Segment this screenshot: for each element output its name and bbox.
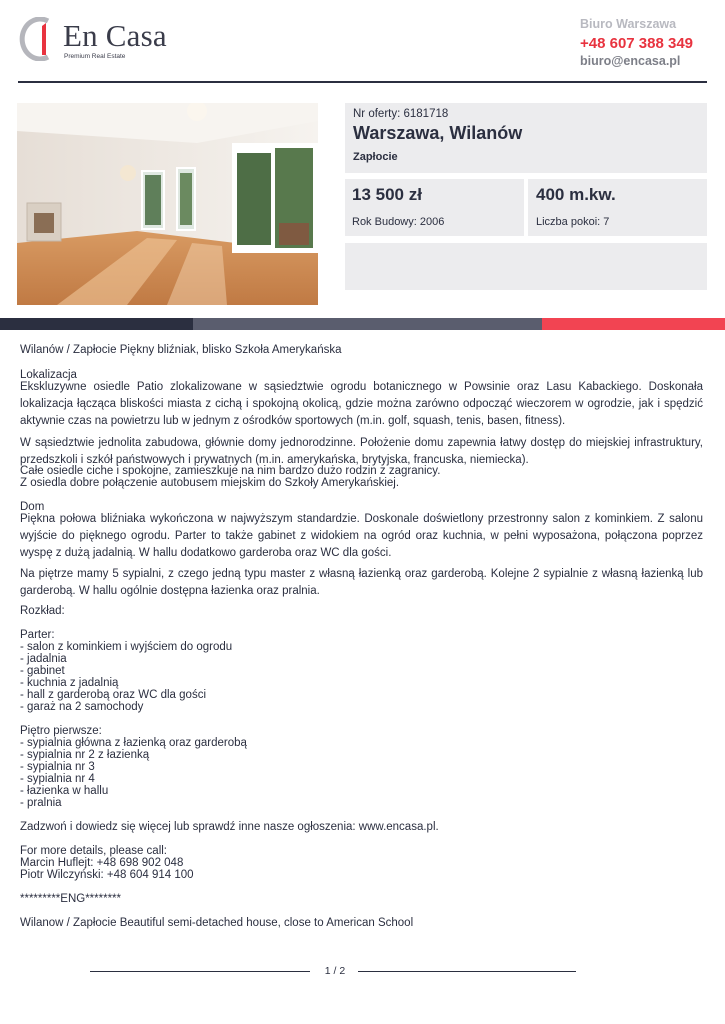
list-item: - sypialnia nr 2 z łazienką	[20, 749, 150, 761]
ground-floor-list	[20, 641, 703, 713]
list-item: - hall z garderobą oraz WC dla gości	[20, 689, 206, 701]
listing-location: Warszawa, Wilanów	[353, 123, 523, 143]
listing-district: Zapłocie	[353, 151, 398, 163]
first-floor-list	[20, 737, 703, 809]
list-item: - sypialnia główna z łazienką oraz garderobą	[20, 737, 247, 749]
list-item: - garaż na 2 samochody	[20, 701, 144, 713]
interior-photo-illustration	[17, 103, 318, 305]
company-logo	[18, 17, 218, 67]
offer-number: Nr oferty: 6181718	[353, 108, 449, 120]
page-number: 1 / 2	[324, 965, 346, 977]
listing-description	[20, 344, 703, 929]
footer-line-right	[358, 971, 576, 972]
logo-name: En Casa	[63, 18, 167, 53]
house-paragraph-2: Na piętrze mamy 5 sypialni, z czego jedną typu master z własną łazienką oraz garderobą. Kolejne 2 sypialnie z własną łazienką lub garderobą. W hallu ogólnie dostępna łazienka oraz pralnia.	[20, 568, 703, 597]
list-item: - sypialnia nr 3	[20, 761, 95, 773]
office-contact	[580, 17, 694, 68]
list-item: - sypialnia nr 4	[20, 773, 95, 785]
listing-area: 400 m.kw.	[536, 185, 616, 204]
layout-heading: Rozkład:	[20, 605, 65, 617]
location-paragraph-2b: Całe osiedle ciche i spokojne, zamieszkuje na nim bardzo dużo rodzin z zagranicy.	[20, 465, 441, 477]
list-item: - kuchnia z jadalnią	[20, 677, 119, 689]
price-box	[345, 179, 524, 236]
location-heading: Lokalizacja	[20, 369, 77, 381]
footer-line-left	[90, 971, 310, 972]
list-item: - łazienka w hallu	[20, 785, 109, 797]
english-section-marker: *********ENG********	[20, 893, 122, 905]
list-item: - salon z kominkiem i wyjściem do ogrodu	[20, 641, 233, 653]
location-paragraph-2c: Z osiedla dobre połączenie autobusem miejskim do Szkoły Amerykańskiej.	[20, 477, 400, 489]
room-count: Liczba pokoi: 7	[536, 216, 610, 228]
list-item: - jadalnia	[20, 653, 67, 665]
english-title: Wilanow / Zapłocie Beautiful semi-detached house, close to American School	[20, 917, 414, 929]
listing-price: 13 500 zł	[352, 185, 422, 204]
location-paragraph-1: Ekskluzywne osiedle Patio zlokalizowane w sąsiedztwie ogrodu botanicznego w Powsinie oraz Lasu Kabackiego. Doskonała lokalizacja łącząca bliskości miasta z cichą i spokojną okolicą, gdzie można zarówno odpocząć wieczorem w ogrodzie, jak i spędzić aktywnie czas na powietrzu lub w jednym z ośrodków sportowych (m.in. golf, squash, tenis, basen, fitness).	[20, 381, 703, 427]
contact-line: Marcin Huflejt: +48 698 902 048	[20, 857, 184, 869]
contact-heading: For more details, please call:	[20, 845, 168, 857]
area-box	[528, 179, 707, 236]
year-built: Rok Budowy: 2006	[352, 216, 445, 228]
property-photo	[17, 103, 318, 305]
color-band-mid	[193, 318, 542, 330]
call-to-action: Zadzwoń i dowiedz się więcej lub sprawdź inne nasze ogłoszenia: www.encasa.pl.	[20, 821, 439, 833]
location-paragraph-2: W sąsiedztwie jednolita zabudowa, głównie domy jednorodzinne. Położenie domu zapewnia łatwy dostęp do miejskiej infrastruktury, przedszkoli i szkół państwowych i prywatnych (m.in. amerykańska, brytyjska, francuska, niemiecka).	[20, 437, 703, 466]
office-phone-link[interactable]: +48 607 388 349	[580, 35, 694, 52]
house-paragraph-1: Piękna połowa bliźniaka wykończona w najwyższym standardzie. Doskonale doświetlony przestronny salon z kominkiem. Z salonu wyjście do pięknego ogrodu. Parter to także gabinet z widokiem na ogród oraz kuchnia, w pełni wyposażona, połączona poprzez wyspę z dużą jadalnią. W hallu dodatkowo garderoba oraz WC dla gości.	[20, 513, 703, 559]
ground-floor-heading: Parter:	[20, 629, 55, 641]
contact-line: Piotr Wilczyński: +48 604 914 100	[20, 869, 194, 881]
list-item: - gabinet	[20, 665, 65, 677]
logo-mark-icon	[18, 17, 54, 61]
logo-tagline: Premium Real Estate	[64, 53, 126, 60]
list-item: - pralnia	[20, 797, 62, 809]
house-heading: Dom	[20, 501, 45, 513]
office-name: Biuro Warszawa	[580, 17, 677, 31]
listing-title-box	[345, 103, 707, 173]
color-band-accent	[542, 318, 725, 330]
first-floor-heading: Piętro pierwsze:	[20, 725, 102, 737]
office-email-link[interactable]: biuro@encasa.pl	[580, 54, 681, 68]
color-band-dark	[0, 318, 193, 330]
empty-info-box	[345, 243, 707, 290]
description-title: Wilanów / Zapłocie Piękny bliźniak, blisko Szkoła Amerykańska	[20, 344, 342, 356]
header-divider	[18, 81, 707, 83]
